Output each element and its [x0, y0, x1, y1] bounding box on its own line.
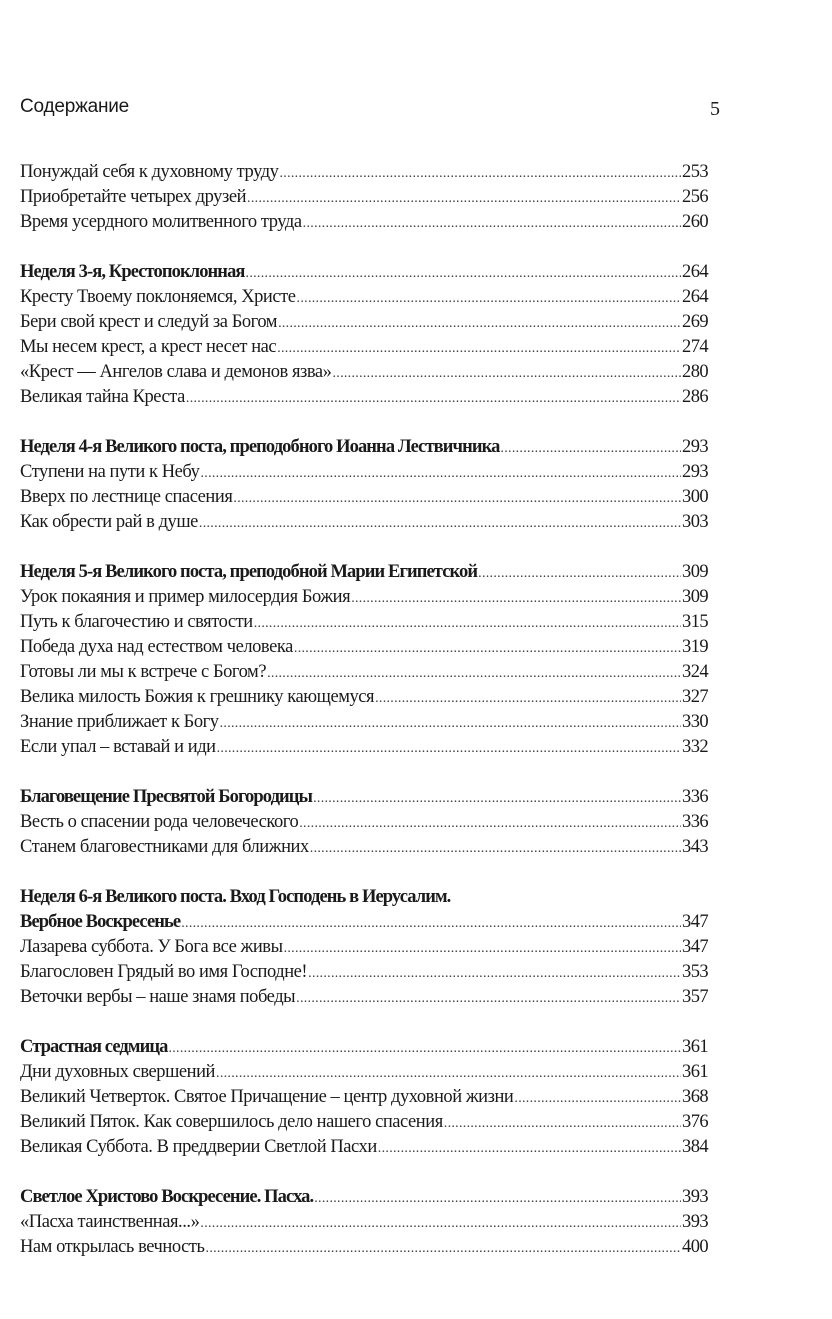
dot-leader [200, 1211, 681, 1236]
entry-title: Неделя 4-я Великого поста, преподобного Иоанна Лествичника [20, 437, 500, 457]
entry-title: Неделя 3-я, Крестопоклонная [20, 262, 245, 282]
dot-leader [297, 286, 682, 311]
toc-section [20, 560, 708, 760]
toc-heading-entry[interactable] [20, 910, 708, 935]
dot-leader [299, 811, 681, 836]
toc-heading-entry[interactable] [20, 435, 708, 460]
table-of-contents [20, 160, 708, 1285]
dot-leader [284, 936, 681, 961]
entry-title: Мы несем крест, а крест несет нас [20, 337, 277, 357]
running-head-title: Содержание [20, 96, 130, 117]
entry-page-number: 303 [682, 512, 708, 532]
toc-heading-entry[interactable] [20, 785, 708, 810]
entry-page-number: 336 [682, 812, 708, 832]
entry-title: Великая Суббота. В преддверии Светлой Пасхи [20, 1137, 377, 1157]
entry-page-number: 343 [682, 837, 708, 857]
dot-leader [217, 736, 681, 761]
entry-title: Урок покаяния и пример милосердия Божия [20, 587, 351, 607]
entry-page-number: 256 [682, 187, 708, 207]
toc-entry[interactable] [20, 960, 708, 985]
entry-title: Светлое Христово Воскресение. Пасха. [20, 1187, 314, 1207]
toc-entry[interactable] [20, 985, 708, 1010]
entry-title: Страстная седмица [20, 1037, 168, 1057]
entry-title: «Крест — Ангелов слава и демонов язва» [20, 362, 332, 382]
toc-heading-entry[interactable] [20, 1185, 708, 1210]
entry-title: Готовы ли мы к встрече с Богом? [20, 662, 267, 682]
entry-title: Кресту Твоему поклоняемся, Христе [20, 287, 296, 307]
entry-page-number: 274 [682, 337, 708, 357]
entry-page-number: 332 [682, 737, 708, 757]
entry-title: Понуждай себя к духовному труду [20, 162, 279, 182]
dot-leader [313, 786, 681, 811]
entry-page-number: 393 [682, 1187, 708, 1207]
entry-title: Время усердного молитвенного труда [20, 212, 302, 232]
toc-section [20, 260, 708, 410]
entry-title: Победа духа над естеством человека [20, 637, 293, 657]
toc-entry[interactable] [20, 385, 708, 410]
entry-page-number: 393 [682, 1212, 708, 1232]
dot-leader [181, 911, 681, 936]
entry-title: «Пасха таинственная...» [20, 1212, 200, 1232]
toc-entry[interactable] [20, 1060, 708, 1085]
entry-title: Благословен Грядый во имя Господне! [20, 962, 308, 982]
entry-page-number: 280 [682, 362, 708, 382]
toc-entry[interactable] [20, 660, 708, 685]
dot-leader [168, 1036, 681, 1061]
dot-leader [310, 836, 681, 861]
dot-leader [200, 461, 681, 486]
toc-entry[interactable] [20, 635, 708, 660]
entry-title: Станем благовестниками для ближних [20, 837, 309, 857]
entry-title: Приобретайте четырех друзей [20, 187, 247, 207]
toc-entry[interactable] [20, 460, 708, 485]
dot-leader [233, 486, 681, 511]
dot-leader [186, 386, 681, 411]
entry-title: Неделя 6-я Великого поста. Вход Господень в Иерусалим. [20, 887, 451, 907]
dot-leader [220, 711, 681, 736]
toc-heading-entry[interactable] [20, 560, 708, 585]
entry-title: Бери свой крест и следуй за Богом [20, 312, 278, 332]
dot-leader [277, 336, 681, 361]
dot-leader [216, 1061, 681, 1086]
entry-title: Дни духовных свершений [20, 1062, 216, 1082]
dot-leader [351, 586, 681, 611]
entry-page-number: 315 [682, 612, 708, 632]
dot-leader [296, 986, 681, 1011]
entry-page-number: 253 [682, 162, 708, 182]
dot-leader [500, 436, 681, 461]
dot-leader [246, 261, 682, 286]
entry-page-number: 384 [682, 1137, 708, 1157]
entry-page-number: 286 [682, 387, 708, 407]
toc-entry[interactable] [20, 285, 708, 310]
toc-section [20, 160, 708, 235]
toc-entry[interactable] [20, 1110, 708, 1135]
toc-entry[interactable] [20, 585, 708, 610]
entry-page-number: 361 [682, 1037, 708, 1057]
page-header [20, 96, 720, 126]
entry-page-number: 260 [682, 212, 708, 232]
toc-section [20, 1035, 708, 1160]
toc-entry[interactable] [20, 735, 708, 760]
toc-entry[interactable] [20, 360, 708, 385]
entry-title: Весть о спасении рода человеческого [20, 812, 299, 832]
toc-entry[interactable] [20, 1210, 708, 1235]
entry-title: Великий Пяток. Как совершилось дело нашего спасения [20, 1112, 443, 1132]
entry-title: Путь к благочестию и святости [20, 612, 253, 632]
toc-entry[interactable] [20, 185, 708, 210]
dot-leader [378, 1136, 681, 1161]
dot-leader [278, 311, 681, 336]
entry-title: Если упал – вставай и иди [20, 737, 216, 757]
toc-entry[interactable] [20, 485, 708, 510]
dot-leader [254, 611, 681, 636]
entry-title: Веточки вербы – наше знамя победы [20, 987, 296, 1007]
toc-entry[interactable] [20, 1135, 708, 1160]
toc-entry[interactable] [20, 335, 708, 360]
dot-leader [279, 161, 681, 186]
toc-entry[interactable] [20, 710, 708, 735]
toc-heading-entry[interactable] [20, 260, 708, 285]
entry-page-number: 347 [682, 937, 708, 957]
entry-page-number: 264 [682, 262, 708, 282]
entry-title: Великая тайна Креста [20, 387, 185, 407]
toc-heading-entry[interactable] [20, 885, 708, 910]
toc-heading-entry[interactable] [20, 1035, 708, 1060]
entry-page-number: 300 [682, 487, 708, 507]
entry-page-number: 324 [682, 662, 708, 682]
dot-leader [514, 1086, 681, 1111]
entry-page-number: 293 [682, 462, 708, 482]
toc-entry[interactable] [20, 210, 708, 235]
dot-leader [444, 1111, 681, 1136]
dot-leader [267, 661, 681, 686]
toc-entry[interactable] [20, 835, 708, 860]
entry-page-number: 336 [682, 787, 708, 807]
toc-entry[interactable] [20, 685, 708, 710]
entry-title: Нам открылась вечность [20, 1237, 205, 1257]
entry-page-number: 269 [682, 312, 708, 332]
entry-page-number: 309 [682, 587, 708, 607]
toc-entry[interactable] [20, 610, 708, 635]
entry-title: Вверх по лестнице спасения [20, 487, 233, 507]
toc-section [20, 435, 708, 535]
dot-leader [206, 1236, 682, 1261]
toc-entry[interactable] [20, 1085, 708, 1110]
entry-page-number: 400 [682, 1237, 708, 1257]
toc-entry[interactable] [20, 935, 708, 960]
dot-leader [332, 361, 681, 386]
dot-leader [375, 686, 681, 711]
toc-entry[interactable] [20, 310, 708, 335]
entry-title: Неделя 5-я Великого поста, преподобной Марии Египетской [20, 562, 478, 582]
entry-page-number: 368 [682, 1087, 708, 1107]
dot-leader [294, 636, 681, 661]
entry-page-number: 293 [682, 437, 708, 457]
entry-page-number: 376 [682, 1112, 708, 1132]
entry-page-number: 357 [682, 987, 708, 1007]
dot-leader [308, 961, 681, 986]
toc-entry[interactable] [20, 160, 708, 185]
toc-section [20, 785, 708, 860]
entry-page-number: 353 [682, 962, 708, 982]
dot-leader [478, 561, 681, 586]
entry-page-number: 361 [682, 1062, 708, 1082]
entry-title: Велика милость Божия к грешнику кающемуся [20, 687, 375, 707]
entry-title: Ступени на пути к Небу [20, 462, 200, 482]
entry-page-number: 330 [682, 712, 708, 732]
toc-entry[interactable] [20, 510, 708, 535]
dot-leader [303, 211, 681, 236]
toc-section [20, 1185, 708, 1260]
entry-page-number: 327 [682, 687, 708, 707]
entry-page-number: 309 [682, 562, 708, 582]
toc-entry[interactable] [20, 810, 708, 835]
toc-section [20, 885, 708, 1010]
entry-page-number: 264 [682, 287, 708, 307]
entry-title: Лазарева суббота. У Бога все живы [20, 937, 283, 957]
entry-page-number: 347 [682, 912, 708, 932]
dot-leader [247, 186, 681, 211]
entry-page-number: 319 [682, 637, 708, 657]
entry-title: Вербное Воскресенье [20, 912, 181, 932]
dot-leader [314, 1186, 681, 1211]
entry-title: Знание приближает к Богу [20, 712, 219, 732]
entry-title: Благовещение Пресвятой Богородицы [20, 787, 313, 807]
entry-title: Великий Четверток. Святое Причащение – центр духовной жизни [20, 1087, 514, 1107]
toc-entry[interactable] [20, 1235, 708, 1260]
entry-title: Как обрести рай в душе [20, 512, 198, 532]
dot-leader [199, 511, 681, 536]
page-number: 5 [710, 98, 720, 120]
